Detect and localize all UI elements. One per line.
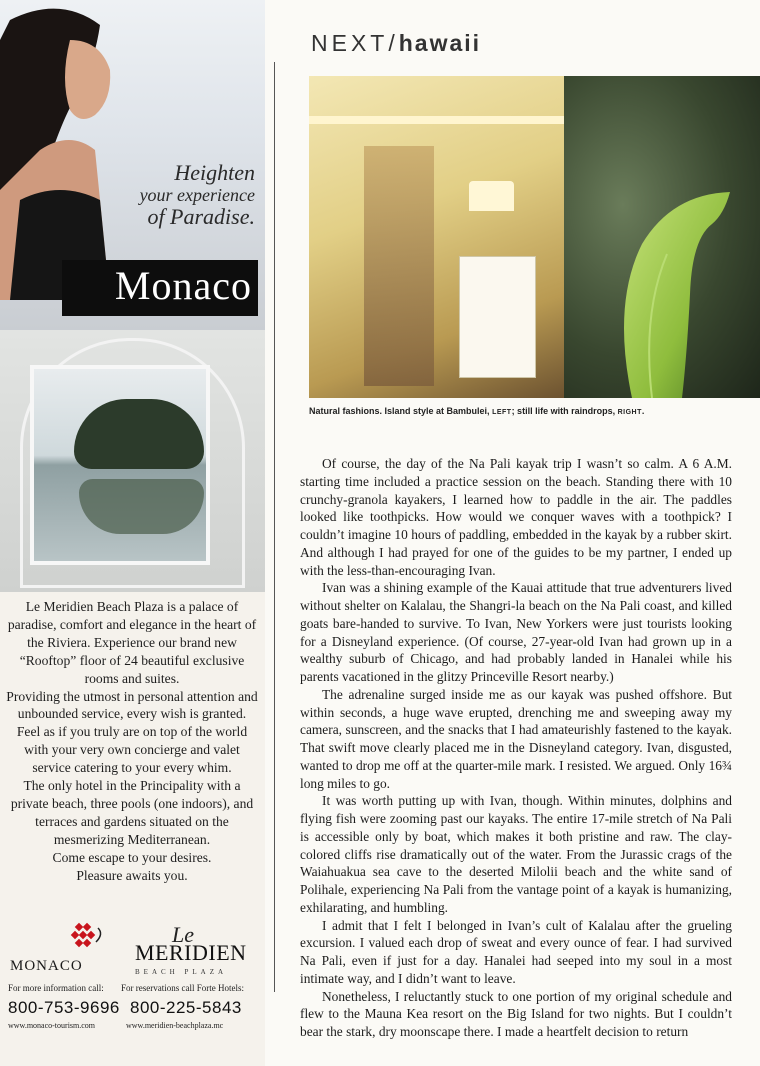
ad-body-paragraph: Pleasure awaits you.: [76, 867, 188, 883]
ad-tagline: [95, 162, 255, 228]
article-paragraph: Nonetheless, I reluctantly stuck to one portion of my original schedule and flew to the Mauna Kea resort on the Big Island for two nights. But I couldn’t bear the stark, dry moonscape there. I made a heartfelt decision to return: [300, 988, 732, 1039]
lamp-shape: [469, 181, 514, 211]
monaco-diamond-icon: [70, 922, 106, 952]
meridien-website-link[interactable]: www.meridien-beachplaza.mc: [126, 1021, 224, 1030]
boutique-photo: [309, 76, 564, 398]
info-call-label: For more information call:: [8, 983, 104, 993]
clothing-rack-shape: [364, 146, 434, 386]
section-prefix: NEXT/: [311, 30, 399, 56]
monaco-advertisement: [0, 0, 265, 1066]
ad-body-text: [6, 598, 258, 885]
article-paragraph: Ivan was a shining example of the Kauai attitude that true adventurers lived without shelter on Kalalau, the Shangri-la beach on the Na Pali coast, and killed goats bare-handed to survive. To Ivan, New Yorkers were just tourists looking for a Disneyland experience. (Of course, 27-year-old Ivan had grown up in a wealthy suburb of Chicago, and had probably landed in Hanalei while his parents vacationed in the glitzy Princeville Resort nearby.): [300, 580, 732, 684]
section-name: hawaii: [398, 30, 482, 56]
dresser-shape: [459, 256, 536, 378]
article-body: [300, 455, 732, 1041]
article-paragraph: It was worth putting up with Ivan, though. Within minutes, dolphins and flying fish were zooming past our kayaks. The entire 17-mile stretch of Na Pali is accessible only by boat, which makes it both pristine and raw. The clay-colored cliffs rise dramatically out of the water. From the Jurassic crags of the Waiahuakua sea cave to the deserted Milolii beach and the white sand of Polihale, experiencing Na Pali from the vantage point of a kayak is humanizing, exhilarating, and humbling.: [300, 793, 732, 915]
window-view: [30, 365, 210, 565]
photo-caption: [309, 406, 644, 416]
brand-name: Monaco: [114, 263, 252, 308]
ad-body-paragraph: Le Meridien Beach Plaza is a palace of paradise, comfort and elegance in the heart of the Riviera. Experience our brand new “Rooftop” floor of 24 beautiful exclusive rooms and suites.: [7, 599, 257, 686]
ad-body-paragraph: Come escape to your desires.: [52, 849, 212, 865]
caption-text-mid: ; still life with raindrops,: [511, 406, 618, 416]
reservation-call-label: For reservations call Forte Hotels:: [121, 983, 244, 993]
reservation-phone-number[interactable]: 800-225-5843: [130, 998, 242, 1017]
ad-window-photo: [0, 330, 265, 592]
brand-banner: [62, 260, 258, 316]
monaco-logo-text: MONACO: [10, 958, 83, 974]
caption-left-tag: LEFT: [492, 409, 512, 416]
tagline-line-1: Heighten: [174, 160, 255, 185]
column-rule: [274, 62, 275, 992]
meridien-logo-le: Le: [172, 922, 194, 947]
caption-end: .: [641, 406, 645, 416]
woman-illustration: [0, 0, 130, 300]
leaf-illustration: [612, 184, 732, 398]
monaco-website-link[interactable]: www.monaco-tourism.com: [8, 1021, 96, 1030]
leaf-photo: [564, 76, 760, 398]
caption-right-tag: RIGHT: [617, 409, 642, 416]
tagline-line-3: of Paradise.: [147, 204, 255, 229]
ad-body-paragraph: Providing the utmost in personal attention and unbounded service, every wish is granted. Feel as if you truly are on top of the world with your very own concierge and valet service catering to your every whim.: [6, 688, 258, 776]
ad-logos: [0, 920, 265, 1066]
tree-shape: [74, 399, 204, 469]
meridien-logo-subtitle: BEACH PLAZA: [135, 968, 228, 976]
info-phone-number[interactable]: 800-753-9696: [8, 998, 120, 1017]
article-paragraph: Of course, the day of the Na Pali kayak trip I wasn’t so calm. A 6 A.M. starting time included a practice session on the beach. Standing there with 10 crunchy-granola kayakers, I learned how to paddle in the air. The paddles looked like toothpicks. How would we conquer waves with a toothpick? I couldn’t imagine 10 hours of paddling, embedded in the kayak by a rubber skirt. And although I had prayed for one of the guides to be my partner, I ended up with the less-than-encouraging Ivan.: [300, 456, 732, 578]
caption-text: Natural fashions. Island style at Bambulei,: [309, 406, 493, 416]
ad-body-paragraph: The only hotel in the Principality with a private beach, three pools (one indoors), and terraces and gardens situated on the mesmerizing Mediterranean.: [10, 778, 254, 847]
article-paragraph: I admit that I felt I belonged in Ivan’s cult of Kalalau after the grueling excursion. I valued each drop of sweat and every ounce of fear. I had survived Na Pali, even if just for a day. Hanalei had seeped into my soul in a most intimate way, and I didn’t want to leave.: [300, 917, 732, 986]
tree-reflection: [79, 479, 204, 534]
meridien-logo-text: MERIDIEN: [135, 940, 247, 965]
shelf-shape: [309, 116, 564, 124]
article-paragraph: The adrenaline surged inside me as our kayak was pushed offshore. But within seconds, a huge wave erupted, drenching me and sweeping away my camera, sunscreen, and the snacks that I had amateurishly fastened to the kayak. That swift move clearly placed me in the Disneyland category. Ivan, disgusted, wanted to drop me off at the quarter-mile mark. I resisted. We argued. Only 16¾ long miles to go.: [300, 686, 732, 791]
section-heading: [311, 30, 481, 57]
tagline-line-2: your experience: [139, 185, 255, 205]
magazine-page: [265, 0, 760, 1066]
